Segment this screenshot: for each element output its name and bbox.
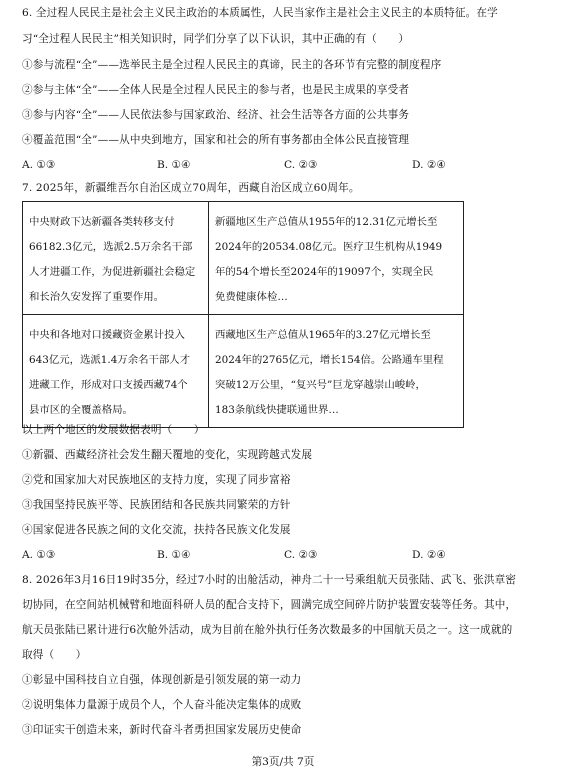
q8-item-2: ②说明集体力量源于成员个人，个人奋斗能决定集体的成败 xyxy=(22,699,302,711)
table-row xyxy=(23,315,464,428)
q6-item-4: ④覆盖范围“全”——从中央到地方，国家和社会的所有事务都由全体公民直接管理 xyxy=(22,134,410,146)
table-cell-xinjiang-growth xyxy=(209,202,464,315)
cell-line: 县市区的全覆盖格局。 xyxy=(29,404,133,416)
cell-line: 643亿元，选派1.4万余名干部人才 xyxy=(29,354,191,366)
page-number: 第3页/共 7页 xyxy=(251,756,315,768)
q6-option-d[interactable]: D. ②④ xyxy=(412,159,446,171)
q8-stem-line-2: 切协同，在空间站机械臂和地面科研人员的配合支持下，圆满完成空间碎片防护装置安装等任务。其中， xyxy=(22,599,517,611)
table-cell-tibet-support xyxy=(23,315,209,428)
q6-stem-line-2: 习“全过程人民民主”相关知识时，同学们分享了以下认识，其中正确的有（ ） xyxy=(22,33,410,45)
q8-stem-line-4: 取得（ ） xyxy=(22,649,87,661)
q7-intro: 7. 2025年，新疆维吾尔自治区成立70周年，西藏自治区成立60周年。 xyxy=(22,182,360,194)
q7-item-3: ③我国坚持民族平等、民族团结和各民族共同繁荣的方针 xyxy=(22,499,291,511)
cell-line: 2024年的2765亿元，增长154倍。公路通车里程 xyxy=(215,354,444,366)
q7-data-table xyxy=(22,201,464,428)
table-cell-xinjiang-support xyxy=(23,202,209,315)
q8-item-1: ①彰显中国科技自立自强，体现创新是引领发展的第一动力 xyxy=(22,674,302,686)
q6-option-b[interactable]: B. ①④ xyxy=(157,159,191,171)
q7-option-a[interactable]: A. ①③ xyxy=(22,549,56,561)
cell-line: 年的54个增长至2024年的19097个，实现全民 xyxy=(215,266,434,278)
cell-line: 突破12万公里，“复兴号”巨龙穿越崇山峻岭， xyxy=(215,379,426,391)
q8-item-3: ③印证实干创造未来，新时代奋斗者勇担国家发展历史使命 xyxy=(22,724,302,736)
q6-stem-line-1: 6. 全过程人民民主是社会主义民主政治的本质属性，人民当家作主是社会主义民主的本质特征。在学 xyxy=(22,7,498,19)
q7-item-1: ①新疆、西藏经济社会发生翻天覆地的变化，实现跨越式发展 xyxy=(22,449,313,461)
q7-option-c[interactable]: C. ②③ xyxy=(284,549,318,561)
q6-option-a[interactable]: A. ①③ xyxy=(22,159,56,171)
q6-options xyxy=(22,160,542,174)
q6-item-2: ②参与主体“全”——全体人民是全过程人民民主的参与者，也是民主成果的享受者 xyxy=(22,84,410,96)
q6-item-1: ①参与流程“全”——选举民主是全过程人民民主的真谛，民主的各环节有完整的制度程序 xyxy=(22,59,442,71)
cell-line: 人才进疆工作，为促进新疆社会稳定 xyxy=(29,266,196,278)
cell-line: 66182.3亿元，选派2.5万余名干部 xyxy=(29,241,193,253)
cell-line: 进藏工作，形成对口支援西藏74个 xyxy=(29,379,188,391)
cell-line: 免费健康体检… xyxy=(215,291,288,303)
cell-line: 和长治久安发挥了重要作用。 xyxy=(29,291,165,303)
q8-stem-line-1: 8. 2026年3月16日19时35分，经过7小时的出舱活动，神舟二十一号乘组航天员张陆、武飞、张洪章密 xyxy=(22,574,517,586)
q7-item-2: ②党和国家加大对民族地区的支持力度，实现了同步富裕 xyxy=(22,474,291,486)
cell-line: 中央财政下达新疆各类转移支付 xyxy=(29,216,175,228)
q6-option-c[interactable]: C. ②③ xyxy=(284,159,318,171)
cell-line: 183条航线快捷联通世界… xyxy=(215,404,339,416)
q7-question: 以上两个地区的发展数据表明（ ） xyxy=(22,424,205,436)
table-cell-tibet-growth xyxy=(209,315,464,428)
cell-line: 中央和各地对口援藏资金累计投入 xyxy=(29,329,185,341)
cell-line: 新疆地区生产总值从1955年的12.31亿元增长至 xyxy=(215,216,438,228)
table-row xyxy=(23,202,464,315)
q7-option-b[interactable]: B. ①④ xyxy=(157,549,191,561)
q7-options xyxy=(22,550,542,564)
cell-line: 2024年的20534.08亿元。医疗卫生机构从1949 xyxy=(215,241,443,253)
q8-stem-line-3: 航天员张陆已累计进行6次舱外活动，成为目前在舱外执行任务次数最多的中国航天员之一。这一成就的 xyxy=(22,624,513,636)
cell-line: 西藏地区生产总值从1965年的3.27亿元增长至 xyxy=(215,329,431,341)
q7-item-4: ④国家促进各民族之间的文化交流，扶持各民族文化发展 xyxy=(22,524,291,536)
q7-option-d[interactable]: D. ②④ xyxy=(412,549,446,561)
q6-item-3: ③参与内容“全”——人民依法参与国家政治、经济、社会生活等各方面的公共事务 xyxy=(22,109,410,121)
